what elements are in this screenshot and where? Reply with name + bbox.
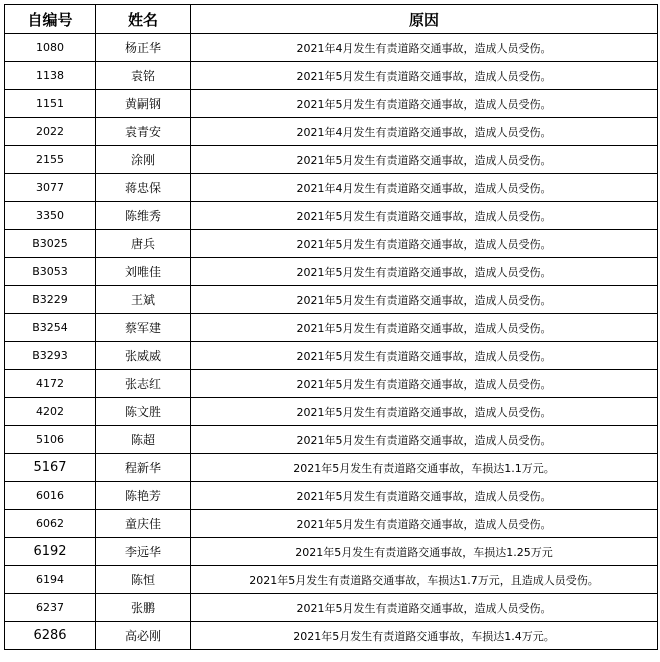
cell-id: B3293 [5,342,96,370]
cell-reason: 2021年5月发生有责道路交通事故，造成人员受伤。 [191,342,658,370]
accident-table [4,4,658,650]
cell-reason: 2021年4月发生有责道路交通事故，造成人员受伤。 [191,118,658,146]
cell-name: 黄嗣钢 [96,90,191,118]
cell-name: 杨正华 [96,34,191,62]
cell-reason: 2021年5月发生有责道路交通事故，造成人员受伤。 [191,286,658,314]
cell-name: 蔡军建 [96,314,191,342]
cell-name: 陈维秀 [96,202,191,230]
cell-reason: 2021年5月发生有责道路交通事故，造成人员受伤。 [191,398,658,426]
cell-name: 唐兵 [96,230,191,258]
cell-name: 陈恒 [96,566,191,594]
table-row [5,174,658,202]
cell-id: 6194 [5,566,96,594]
cell-id: 5167 [5,454,96,482]
cell-id: 1138 [5,62,96,90]
table-row [5,258,658,286]
cell-id: B3053 [5,258,96,286]
cell-id: B3254 [5,314,96,342]
table-row [5,34,658,62]
cell-reason: 2021年5月发生有责道路交通事故，车损达1.7万元，且造成人员受伤。 [191,566,658,594]
table-row [5,370,658,398]
cell-reason: 2021年4月发生有责道路交通事故，造成人员受伤。 [191,34,658,62]
table-row [5,426,658,454]
cell-reason: 2021年5月发生有责道路交通事故，造成人员受伤。 [191,62,658,90]
cell-id: B3229 [5,286,96,314]
cell-reason: 2021年5月发生有责道路交通事故，造成人员受伤。 [191,146,658,174]
cell-id: 6062 [5,510,96,538]
table-row [5,454,658,482]
table-row [5,342,658,370]
cell-reason: 2021年5月发生有责道路交通事故，造成人员受伤。 [191,426,658,454]
cell-reason: 2021年5月发生有责道路交通事故，造成人员受伤。 [191,594,658,622]
cell-reason: 2021年5月发生有责道路交通事故，造成人员受伤。 [191,314,658,342]
cell-reason: 2021年5月发生有责道路交通事故，造成人员受伤。 [191,370,658,398]
cell-reason: 2021年5月发生有责道路交通事故，造成人员受伤。 [191,90,658,118]
cell-id: 1151 [5,90,96,118]
cell-name: 陈艳芳 [96,482,191,510]
cell-reason: 2021年5月发生有责道路交通事故，造成人员受伤。 [191,482,658,510]
cell-reason: 2021年5月发生有责道路交通事故，造成人员受伤。 [191,258,658,286]
header-name: 姓名 [96,5,191,34]
table-row [5,62,658,90]
cell-id: 6237 [5,594,96,622]
table-row [5,90,658,118]
cell-id: 4202 [5,398,96,426]
cell-id: 5106 [5,426,96,454]
cell-name: 袁青安 [96,118,191,146]
cell-name: 袁铭 [96,62,191,90]
header-row [5,5,658,34]
table-row [5,510,658,538]
cell-id: B3025 [5,230,96,258]
cell-id: 6192 [5,538,96,566]
header-id: 自编号 [5,5,96,34]
cell-name: 张鹏 [96,594,191,622]
table-row [5,566,658,594]
cell-name: 李远华 [96,538,191,566]
cell-name: 张志红 [96,370,191,398]
cell-reason: 2021年5月发生有责道路交通事故，造成人员受伤。 [191,510,658,538]
cell-reason: 2021年5月发生有责道路交通事故，造成人员受伤。 [191,230,658,258]
cell-reason: 2021年5月发生有责道路交通事故，车损达1.25万元 [191,538,658,566]
cell-name: 涂刚 [96,146,191,174]
cell-name: 王斌 [96,286,191,314]
cell-name: 陈超 [96,426,191,454]
table-row [5,230,658,258]
table-row [5,594,658,622]
cell-name: 陈文胜 [96,398,191,426]
cell-name: 程新华 [96,454,191,482]
cell-id: 6016 [5,482,96,510]
cell-id: 4172 [5,370,96,398]
cell-id: 3350 [5,202,96,230]
cell-reason: 2021年5月发生有责道路交通事故，车损达1.4万元。 [191,622,658,650]
table-row [5,538,658,566]
table-row [5,118,658,146]
table-row [5,146,658,174]
table-row [5,286,658,314]
cell-id: 6286 [5,622,96,650]
cell-reason: 2021年4月发生有责道路交通事故，造成人员受伤。 [191,174,658,202]
cell-name: 刘唯佳 [96,258,191,286]
header-reason: 原因 [191,5,658,34]
cell-name: 蒋忠保 [96,174,191,202]
cell-name: 童庆佳 [96,510,191,538]
cell-reason: 2021年5月发生有责道路交通事故，造成人员受伤。 [191,202,658,230]
cell-name: 高必刚 [96,622,191,650]
cell-id: 3077 [5,174,96,202]
table-row [5,314,658,342]
cell-name: 张威威 [96,342,191,370]
cell-id: 1080 [5,34,96,62]
cell-reason: 2021年5月发生有责道路交通事故，车损达1.1万元。 [191,454,658,482]
table-row [5,622,658,650]
table-row [5,202,658,230]
cell-id: 2022 [5,118,96,146]
table-row [5,482,658,510]
table-row [5,398,658,426]
cell-id: 2155 [5,146,96,174]
